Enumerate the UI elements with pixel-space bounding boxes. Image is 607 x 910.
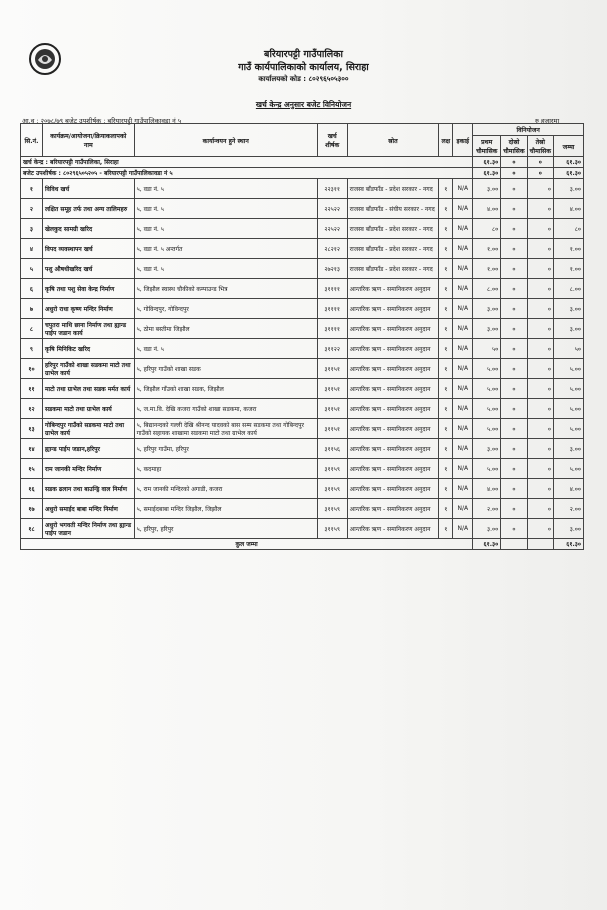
office-name: गाउँ कार्यपालिकाको कार्यालय, सिराहा <box>238 62 369 73</box>
cell-target: १ <box>439 199 453 219</box>
unit-label: रु हजारमा <box>535 117 560 125</box>
cell-source: आन्तरिक ऋण - समानिकरण अनुदान <box>347 499 439 519</box>
cell-program: कृषि मिनिकिट खरिद <box>42 339 134 359</box>
cell-q3: ० <box>527 299 553 319</box>
cell-head: ३११५६ <box>317 439 347 459</box>
cell-q3: ० <box>527 519 553 539</box>
table-row <box>21 419 584 439</box>
cell-sn: ३ <box>21 219 43 239</box>
cell-head: ३११२२ <box>317 339 347 359</box>
cell-unit: N/A <box>453 519 473 539</box>
table-row <box>21 179 584 199</box>
cell-location: ५, वडा नं. ५ <box>134 259 317 279</box>
cell-total: ८.०० <box>554 279 584 299</box>
cell-program: खेलकुद सामग्री खरिद <box>42 219 134 239</box>
table-row <box>21 279 584 299</box>
fiscal-year-meta: आ.व : २०७८/७९ बजेट उपशीर्षक : बरियारपट्टी गाउँपालिकावडा नं ५ <box>22 117 182 125</box>
col-q1: प्रथम चौमासिक <box>473 136 501 157</box>
cell-q2: ० <box>501 359 527 379</box>
cell-total: २.०० <box>554 499 584 519</box>
grand-total-sum: ६१.३० <box>554 539 584 550</box>
cell-source: आन्तरिक ऋण - समानिकरण अनुदान <box>347 519 439 539</box>
cell-q2: ० <box>501 419 527 439</box>
cell-q3: ० <box>527 439 553 459</box>
cell-q1: ५० <box>473 339 501 359</box>
cell-q2: ० <box>501 219 527 239</box>
table-row <box>21 239 584 259</box>
cell-sn: १३ <box>21 419 43 439</box>
table-row <box>21 219 584 239</box>
cell-source: आन्तरिक ऋण - समानिकरण अनुदान <box>347 459 439 479</box>
table-row <box>21 319 584 339</box>
cell-unit: N/A <box>453 239 473 259</box>
table-row <box>21 519 584 539</box>
cell-total: ३.०० <box>554 439 584 459</box>
cell-q1: ३.०० <box>473 179 501 199</box>
cell-source: आन्तरिक ऋण - समानिकरण अनुदान <box>347 339 439 359</box>
col-q2: दोस्रो चौमासिक <box>501 136 527 157</box>
cell-target: १ <box>439 319 453 339</box>
cell-sn: ९ <box>21 339 43 359</box>
table-row <box>21 399 584 419</box>
cell-q1: ३.०० <box>473 299 501 319</box>
cell-total: ४.०० <box>554 479 584 499</box>
cell-total: ८० <box>554 219 584 239</box>
cell-program: सडक ढलान तथा बाउन्ड्रि वाल निर्माण <box>42 479 134 499</box>
cell-location: ५, हरिपुर गाउँमा, हरिपुर <box>134 439 317 459</box>
cell-total: ३.०० <box>554 319 584 339</box>
table-row <box>21 259 584 279</box>
col-allocation: विनियोजन <box>473 124 584 136</box>
cell-source: आन्तरिक ऋण - समानिकरण अनुदान <box>347 399 439 419</box>
table-row <box>21 499 584 519</box>
budget-table <box>20 123 584 550</box>
cell-q1: ३.०० <box>473 519 501 539</box>
cell-sn: १२ <box>21 399 43 419</box>
cell-q1: १.०० <box>473 239 501 259</box>
table-row <box>21 439 584 459</box>
cell-unit: N/A <box>453 379 473 399</box>
grand-total-label: कुल जम्मा <box>21 539 473 550</box>
cell-unit: N/A <box>453 299 473 319</box>
cell-unit: N/A <box>453 459 473 479</box>
cell-total: ३.०० <box>554 299 584 319</box>
cell-location: ५, वडा नं. ५ <box>134 339 317 359</box>
cell-unit: N/A <box>453 479 473 499</box>
cell-location: ५, ठोमा बस्तीमा जिझौल <box>134 319 317 339</box>
cell-head: ३११५९ <box>317 459 347 479</box>
cell-q3: ० <box>527 279 553 299</box>
cell-sn: ६ <box>21 279 43 299</box>
cell-source: आन्तरिक ऋण - समानिकरण अनुदान <box>347 479 439 499</box>
cell-q3: ० <box>527 319 553 339</box>
cell-q3: ० <box>527 179 553 199</box>
cell-q2: ० <box>501 459 527 479</box>
table-row <box>21 379 584 399</box>
cell-location: ५, हरिपुर गाउँको शाखा सडक <box>134 359 317 379</box>
cell-q2: ० <box>501 399 527 419</box>
cell-location: ५, जिझौल गाँउको शाखा सडक, जिझौल <box>134 379 317 399</box>
cell-total: ५.०० <box>554 399 584 419</box>
cell-head: ३११५९ <box>317 519 347 539</box>
cell-location: ५, वडा नं. ५ <box>134 219 317 239</box>
cell-head: ३११११ <box>317 279 347 299</box>
cell-program: सडकमा माटो तथा ग्राभेल कार्य <box>42 399 134 419</box>
cell-q1: ५.०० <box>473 399 501 419</box>
cost-center-row: खर्च केन्द्र : बरियारपट्टी गाउँपालिका, सिराहा ६१.३० ० ० ६१.३० <box>21 157 584 168</box>
cell-q3: ० <box>527 499 553 519</box>
cell-target: १ <box>439 359 453 379</box>
cell-sn: ७ <box>21 299 43 319</box>
cell-target: १ <box>439 279 453 299</box>
cell-q3: ० <box>527 219 553 239</box>
cell-unit: N/A <box>453 499 473 519</box>
cell-q1: १.०० <box>473 259 501 279</box>
cell-source: आन्तरिक ऋण - समानिकरण अनुदान <box>347 279 439 299</box>
cell-q2: ० <box>501 479 527 499</box>
cell-program: हरिपुर गाउँको शाखा सडकमा माटो तथा ग्राभेल कार्य <box>42 359 134 379</box>
cell-sn: १८ <box>21 519 43 539</box>
cell-source: आन्तरिक ऋण - समानिकरण अनुदान <box>347 379 439 399</box>
col-source: स्रोत <box>347 124 439 157</box>
cell-q1: ४.०० <box>473 199 501 219</box>
cell-q2: ० <box>501 299 527 319</box>
cell-unit: N/A <box>453 279 473 299</box>
cell-target: १ <box>439 379 453 399</box>
cell-q1: २.०० <box>473 499 501 519</box>
cell-q3: ० <box>527 479 553 499</box>
cell-head: २२५२२ <box>317 199 347 219</box>
cell-program: माटो तथा ग्राभेल तथा सडक मर्मत कार्य <box>42 379 134 399</box>
cell-target: १ <box>439 459 453 479</box>
cell-location: ५, वडा नं. ५ <box>134 199 317 219</box>
cell-program: चपुतरा माथि छाना निर्माण तथा ह्यान्ड पाईप जडान कार्य <box>42 319 134 339</box>
cell-location: ५, ज.मा.वि. देखि कजरा गाउँको शाखा सडकमा, कजरा <box>134 399 317 419</box>
cell-q2: ० <box>501 259 527 279</box>
table-row <box>21 359 584 379</box>
cell-q3: ० <box>527 419 553 439</box>
cell-program: अधुरो भगवती मन्दिर निर्माण तथा ह्यान्ड पाईप जडान <box>42 519 134 539</box>
cell-location: ५, राम जानकी मन्दिरको अगाडी, कजरा <box>134 479 317 499</box>
cell-head: ३११११ <box>317 299 347 319</box>
cell-total: ३.०० <box>554 179 584 199</box>
cell-source: आन्तरिक ऋण - समानिकरण अनुदान <box>347 359 439 379</box>
cell-q2: ० <box>501 499 527 519</box>
cell-location: ५, वडा नं. ५ <box>134 179 317 199</box>
cell-q2: ० <box>501 239 527 259</box>
cell-target: १ <box>439 519 453 539</box>
col-location: कार्यान्वयन हुने स्थान <box>134 124 317 157</box>
cell-program: विविध खर्च <box>42 179 134 199</box>
cell-total: ५० <box>554 339 584 359</box>
cell-program: कृषि तथा पशु सेवा केन्द्र निर्माण <box>42 279 134 299</box>
cell-q3: ० <box>527 239 553 259</box>
cell-target: १ <box>439 239 453 259</box>
col-q3: तेस्रो चौमासिक <box>527 136 553 157</box>
cell-target: १ <box>439 399 453 419</box>
cell-q2: ० <box>501 199 527 219</box>
cell-total: ५.०० <box>554 359 584 379</box>
cell-q1: ५.०० <box>473 419 501 439</box>
cell-sn: १४ <box>21 439 43 459</box>
cell-source: राजस्व बाँडफाँड - संघीय सरकार - नगद <box>347 199 439 219</box>
cell-head: २२३११ <box>317 179 347 199</box>
cell-location: ५, गोविन्दपुर, गोविन्दपुर <box>134 299 317 319</box>
cell-program: ह्यान्ड पाईप जडान,हरिपुर <box>42 439 134 459</box>
cell-head: २२५२२ <box>317 219 347 239</box>
cell-head: ३११५९ <box>317 499 347 519</box>
cell-q3: ० <box>527 459 553 479</box>
cell-total: ५.०० <box>554 419 584 439</box>
cell-location: ५, कदमाहा <box>134 459 317 479</box>
cell-unit: N/A <box>453 339 473 359</box>
cell-sn: ८ <box>21 319 43 339</box>
cell-total: ३.०० <box>554 519 584 539</box>
cell-head: ३११५१ <box>317 419 347 439</box>
cell-q3: ० <box>527 359 553 379</box>
cell-total: १.०० <box>554 239 584 259</box>
cell-sn: ४ <box>21 239 43 259</box>
cell-q3: ० <box>527 339 553 359</box>
cell-sn: १ <box>21 179 43 199</box>
cell-source: राजस्व बाँडफाँड - प्रदेश सरकार - नगद <box>347 179 439 199</box>
cell-program: लक्षित समूह तर्फ तथा अन्य तालिमहरु <box>42 199 134 219</box>
cell-program: राम जानकी मन्दिर निर्माण <box>42 459 134 479</box>
cell-unit: N/A <box>453 319 473 339</box>
cell-total: १.०० <box>554 259 584 279</box>
cell-q2: ० <box>501 339 527 359</box>
cell-unit: N/A <box>453 439 473 459</box>
cell-q2: ० <box>501 179 527 199</box>
cell-target: १ <box>439 439 453 459</box>
cell-program: पशु औषधीखरिद खर्च <box>42 259 134 279</box>
cell-q2: ० <box>501 279 527 299</box>
cell-program: अधुरो समाईद बाबा मन्दिर निर्माण <box>42 499 134 519</box>
cell-source: राजस्व बाँडफाँड - प्रदेश सरकार - नगद <box>347 239 439 259</box>
col-sn: सि.नं. <box>21 124 43 157</box>
cell-total: ४.०० <box>554 199 584 219</box>
cell-q1: ५.०० <box>473 379 501 399</box>
cell-q1: ३.०० <box>473 439 501 459</box>
cell-source: आन्तरिक ऋण - समानिकरण अनुदान <box>347 299 439 319</box>
cell-q2: ० <box>501 319 527 339</box>
cell-q3: ० <box>527 399 553 419</box>
col-head: खर्च शीर्षक <box>317 124 347 157</box>
cell-sn: ११ <box>21 379 43 399</box>
cell-head: ३११५१ <box>317 359 347 379</box>
cell-location: ५, जिझौल स्वास्थ चौकीको कम्पाउन्ड भित्र <box>134 279 317 299</box>
cell-sn: ५ <box>21 259 43 279</box>
cell-q3: ० <box>527 259 553 279</box>
cell-q2: ० <box>501 519 527 539</box>
table-row <box>21 479 584 499</box>
cell-sn: १७ <box>21 499 43 519</box>
cell-source: आन्तरिक ऋण - समानिकरण अनुदान <box>347 439 439 459</box>
cell-unit: N/A <box>453 359 473 379</box>
cell-q1: ८० <box>473 219 501 239</box>
cell-unit: N/A <box>453 259 473 279</box>
cell-head: २८२१२ <box>317 239 347 259</box>
cell-location: ५, बिद्यानन्दको गल्ली देखि श्रीनन्द यादवको बास सम्म सडकमा तथा गोबिन्दपुर गाउँको सहायक शाखामा सडकमा माटो तथा ग्राभेल कार्य <box>134 419 317 439</box>
cell-source: राजस्व बाँडफाँड - प्रदेश सरकार - नगद <box>347 259 439 279</box>
cell-source: राजस्व बाँडफाँड - प्रदेश सरकार - नगद <box>347 219 439 239</box>
cell-head: २७२१३ <box>317 259 347 279</box>
cell-unit: N/A <box>453 399 473 419</box>
cell-location: ५, समाईदबाबा मन्दिर जिझौल, जिझौल <box>134 499 317 519</box>
table-row <box>21 199 584 219</box>
table-row <box>21 459 584 479</box>
col-program: कार्यक्रम/आयोजना/क्रियाकलापको नाम <box>42 124 134 157</box>
cell-q1: ३.०० <box>473 319 501 339</box>
cell-program: अधुरो राधा कृष्ण मन्दिर निर्माण <box>42 299 134 319</box>
cell-source: आन्तरिक ऋण - समानिकरण अनुदान <box>347 319 439 339</box>
cell-target: १ <box>439 419 453 439</box>
office-code: कार्यालयको कोड : ८०२९६५०५३०० <box>258 75 349 83</box>
cell-program: गोबिन्दपुर गाउँको सडकमा माटो तथा ग्राभेल कार्य <box>42 419 134 439</box>
table-row <box>21 339 584 359</box>
table-row <box>21 299 584 319</box>
cell-q3: ० <box>527 379 553 399</box>
cell-unit: N/A <box>453 199 473 219</box>
col-unit: इकाई <box>453 124 473 157</box>
cell-target: १ <box>439 339 453 359</box>
grand-total-q1: ६१.३० <box>473 539 501 550</box>
cell-q2: ० <box>501 379 527 399</box>
cell-target: १ <box>439 299 453 319</box>
cell-q1: ४.०० <box>473 479 501 499</box>
cell-unit: N/A <box>453 219 473 239</box>
cell-sn: १६ <box>21 479 43 499</box>
cell-head: ३११५१ <box>317 399 347 419</box>
cell-unit: N/A <box>453 179 473 199</box>
cell-q1: ५.०० <box>473 359 501 379</box>
cell-sn: २ <box>21 199 43 219</box>
cell-head: ३११११ <box>317 319 347 339</box>
cell-location: ५, वडा नं. ५ अन्तर्गत <box>134 239 317 259</box>
cell-target: १ <box>439 219 453 239</box>
col-target: लक्ष <box>439 124 453 157</box>
cell-target: १ <box>439 259 453 279</box>
cell-head: ३११५९ <box>317 479 347 499</box>
cell-head: ३११५१ <box>317 379 347 399</box>
cell-sn: १० <box>21 359 43 379</box>
cell-total: ५.०० <box>554 379 584 399</box>
cell-q2: ० <box>501 439 527 459</box>
municipality-name: बरियारपट्टी गाउँपालिका <box>264 49 343 60</box>
cell-source: आन्तरिक ऋण - समानिकरण अनुदान <box>347 419 439 439</box>
cell-sn: १५ <box>21 459 43 479</box>
cell-q1: ८.०० <box>473 279 501 299</box>
col-total: जम्मा <box>554 136 584 157</box>
cell-q3: ० <box>527 199 553 219</box>
subhead-row: बजेट उपशीर्षक : ८०२९६५०५२०५ - बरियारपट्टी गाउँपालिकावडा नं ५ ६१.३० ० ० ६१.३० <box>21 168 584 179</box>
cell-program: विपद व्यवस्थापन खर्च <box>42 239 134 259</box>
cell-unit: N/A <box>453 419 473 439</box>
cell-target: १ <box>439 179 453 199</box>
document-title: खर्च केन्द्र अनुसार बजेट विनियोजन <box>255 100 352 109</box>
grand-total-row <box>21 539 584 550</box>
cell-target: १ <box>439 499 453 519</box>
cell-q1: ५.०० <box>473 459 501 479</box>
cell-location: ५, हरिपुर, हरिपुर <box>134 519 317 539</box>
cell-target: १ <box>439 479 453 499</box>
cell-total: ५.०० <box>554 459 584 479</box>
